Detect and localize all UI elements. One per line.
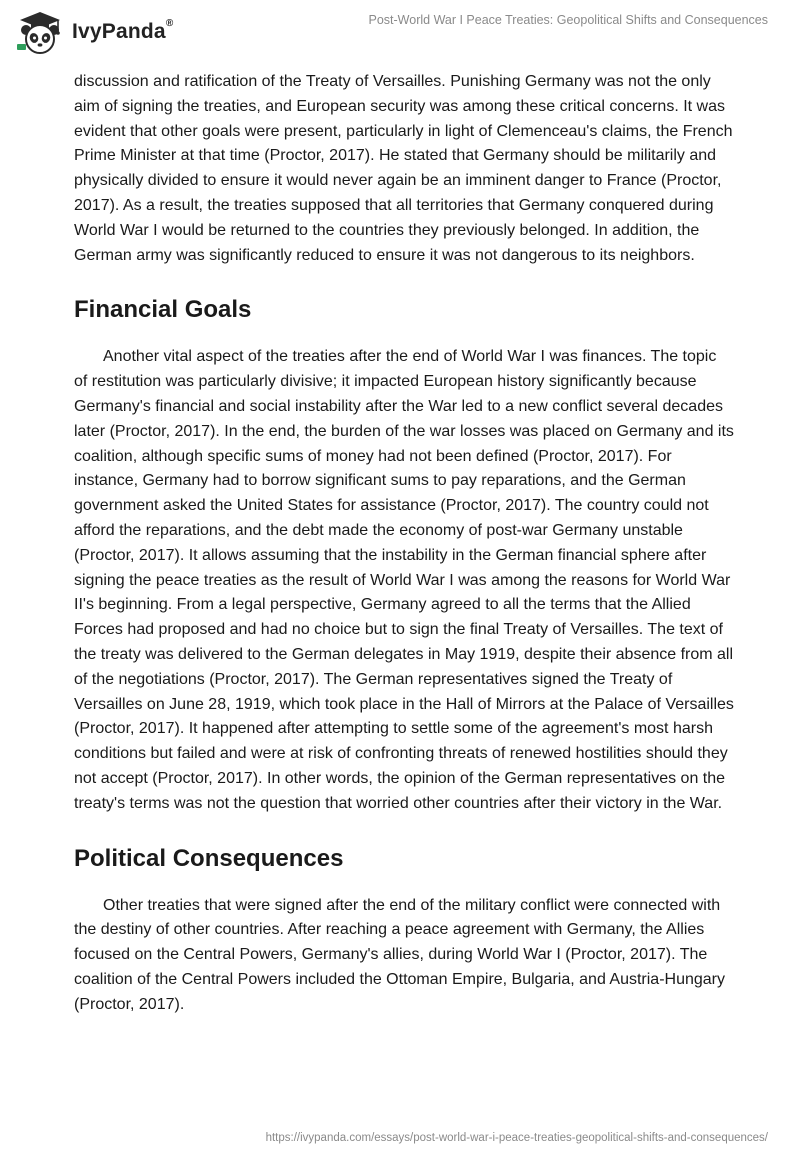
political-paragraph: Other treaties that were signed after the end of the military conflict were connected with the destiny of other countries. After reaching a peace agreement with Germany, the Allies focused on the Central Powers, Germany's allies, during World War I (Proctor, 2017). The coalition of the Central Powers included the Ottoman Empire, Bulgaria, and Austria-Hungary (Proctor, 2017). — [74, 896, 726, 1013]
essay-content — [74, 70, 734, 1018]
section-heading-political-consequences: Political Consequences — [74, 844, 344, 872]
footer-url-link[interactable]: https://ivypanda.com/essays/post-world-war-i-peace-treaties-geopolitical-shifts-and-consequences/ — [265, 1132, 768, 1144]
financial-paragraph: Another vital aspect of the treaties after the end of World War I was finances. The topic of restitution was particularly divisive; it impacted European history significantly because Germany's financial and social instability after the War led to a new conflict several decades later (Proctor, 2017). In the end, the burden of the war losses was placed on Germany and its coalition, although specific sums of money had not been defined (Proctor, 2017). For instance, Germany had to borrow significant sums to pay reparations, and the German government asked the United States for assistance (Proctor, 2017). The country could not afford the reparations, and the debt made the economy of post-war Germany unstable (Proctor, 2017). It allows assuming that the instability in the German financial sphere after signing the peace treaties as the result of World War I was among the reasons for World War II's beginning. From a legal perspective, Germany agreed to all the terms that the Allied Forces had proposed and had no choice but to sign the final Treaty of Versailles. The text of the treaty was delivered to the German delegates in May 1919, despite their absence from all of the negotiations (Proctor, 2017). The German representatives signed the Treaty of Versailles on June 28, 1919, which took place in the Hall of Mirrors at the Palace of Versailles (Proctor, 2017). It happened after attempting to settle some of the agreement's most harsh conditions but failed and were at risk of confronting threats of renewed hostilities should they not accept (Proctor, 2017). In other words, the opinion of the German representatives on the treaty's terms was not the question that worried other countries after their victory in the War. — [74, 348, 734, 812]
section-heading-financial-goals: Financial Goals — [74, 296, 252, 324]
panda-graduate-icon — [14, 8, 66, 56]
intro-paragraph: discussion and ratification of the Treaty of Versailles. Punishing Germany was not the only aim of signing the treaties, and European security was among these critical concerns. It was evident that other goals were present, particularly in light of Clemenceau's claims, the French Prime Minister at that time (Proctor, 2017). He stated that Germany should be militarily and physically divided to ensure it would never again be an imminent danger to France (Proctor, 2017). As a result, the treaties supposed that all territories that Germany conquered during World War I would be returned to the countries they previously belonged. In addition, the German army was significantly reduced to ensure it was not dangerous to its neighbors. — [74, 73, 733, 264]
brand-logo[interactable] — [14, 8, 173, 56]
document-title: Post-World War I Peace Treaties: Geopolitical Shifts and Consequences — [368, 13, 768, 27]
page-header — [0, 0, 800, 64]
brand-name: IvyPanda® — [72, 18, 174, 43]
